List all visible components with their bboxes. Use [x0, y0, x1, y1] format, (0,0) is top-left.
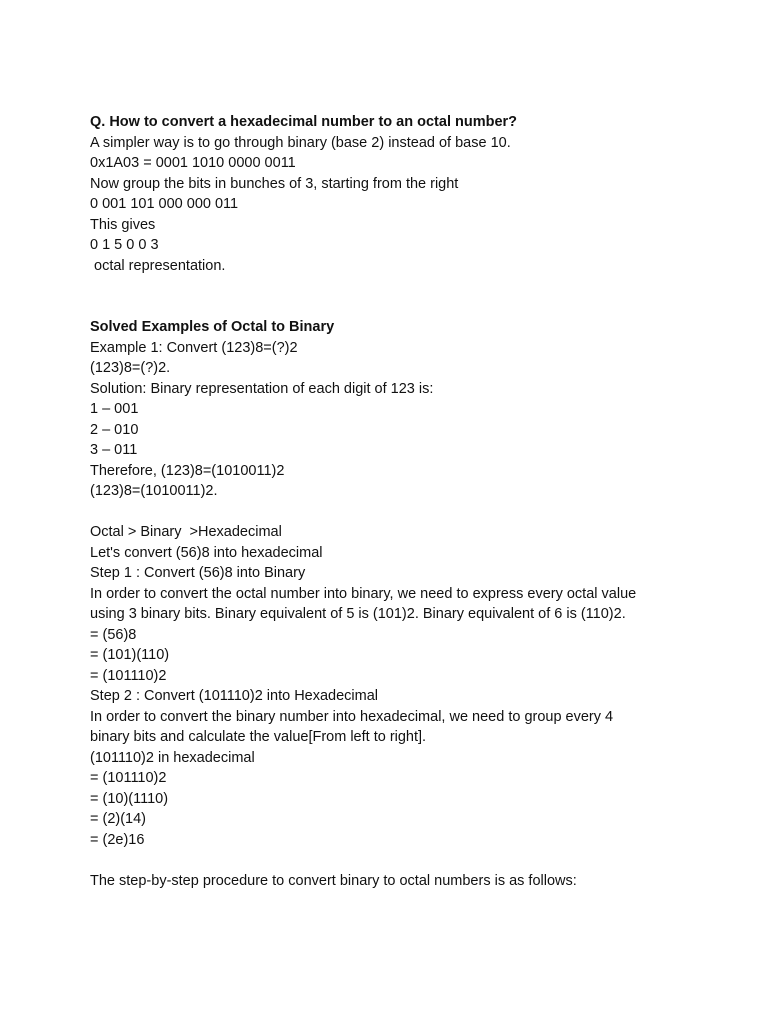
section1-line-4: 0 001 101 000 000 011	[90, 196, 239, 212]
section3-line-4: In order to convert the octal number into binary, we need to express every octal value	[90, 585, 637, 602]
section2-line-8: (123)8=(1010011)2.	[90, 483, 218, 499]
section3-line-14: = (10)(1110)	[90, 790, 169, 807]
section2-line-5: 2 – 010	[90, 421, 139, 438]
section3-line-11: binary bits and calculate the value[From left to right].	[90, 729, 427, 745]
section2-line-6: 3 – 011	[90, 442, 138, 458]
section3-line-8: = (101110)2	[90, 667, 167, 684]
section-spacer	[90, 276, 730, 317]
section-spacer	[90, 850, 730, 871]
section3-line-9: Step 2 : Convert (101110)2 into Hexadecimal	[90, 688, 379, 704]
section1-line-7: octal representation.	[90, 257, 226, 274]
section3-line-3: Step 1 : Convert (56)8 into Binary	[90, 565, 306, 581]
section4-line-1: The step-by-step procedure to convert binary to octal numbers is as follows:	[90, 872, 577, 889]
section3-line-6: = (56)8	[90, 626, 137, 643]
section3-line-2: Let's convert (56)8 into hexadecimal	[90, 544, 323, 561]
section3-line-15: = (2)(14)	[90, 811, 147, 827]
section2-line-2: (123)8=(?)2.	[90, 360, 171, 376]
section-spacer	[90, 502, 730, 523]
section1-line-1: A simpler way is to go through binary (base 2) instead of base 10.	[90, 134, 511, 151]
section3-line-5: using 3 binary bits. Binary equivalent of 5 is (101)2. Binary equivalent of 6 is (110)2.	[90, 606, 626, 622]
section3-line-13: = (101110)2	[90, 770, 167, 786]
section2-line-1: Example 1: Convert (123)8=(?)2	[90, 339, 298, 356]
section3-line-16: = (2e)16	[90, 831, 145, 848]
section3-line-10: In order to convert the binary number into hexadecimal, we need to group every 4	[90, 708, 614, 725]
section3-line-7: = (101)(110)	[90, 647, 170, 663]
section2-heading: Solved Examples of Octal to Binary	[90, 319, 335, 335]
document-page	[90, 112, 730, 891]
section1-line-3: Now group the bits in bunches of 3, starting from the right	[90, 175, 459, 192]
section2-line-7: Therefore, (123)8=(1010011)2	[90, 462, 285, 479]
section1-line-6: 0 1 5 0 0 3	[90, 237, 159, 253]
section2-line-3: Solution: Binary representation of each digit of 123 is:	[90, 380, 434, 397]
section1-line-5: This gives	[90, 216, 156, 233]
section1-heading: Q. How to convert a hexadecimal number to an octal number?	[90, 114, 518, 130]
section3-line-12: (101110)2 in hexadecimal	[90, 749, 255, 766]
section1-line-2: 0x1A03 = 0001 1010 0000 0011	[90, 155, 296, 171]
section2-line-4: 1 – 001	[90, 401, 139, 417]
section3-line-1: Octal > Binary >Hexadecimal	[90, 524, 282, 540]
